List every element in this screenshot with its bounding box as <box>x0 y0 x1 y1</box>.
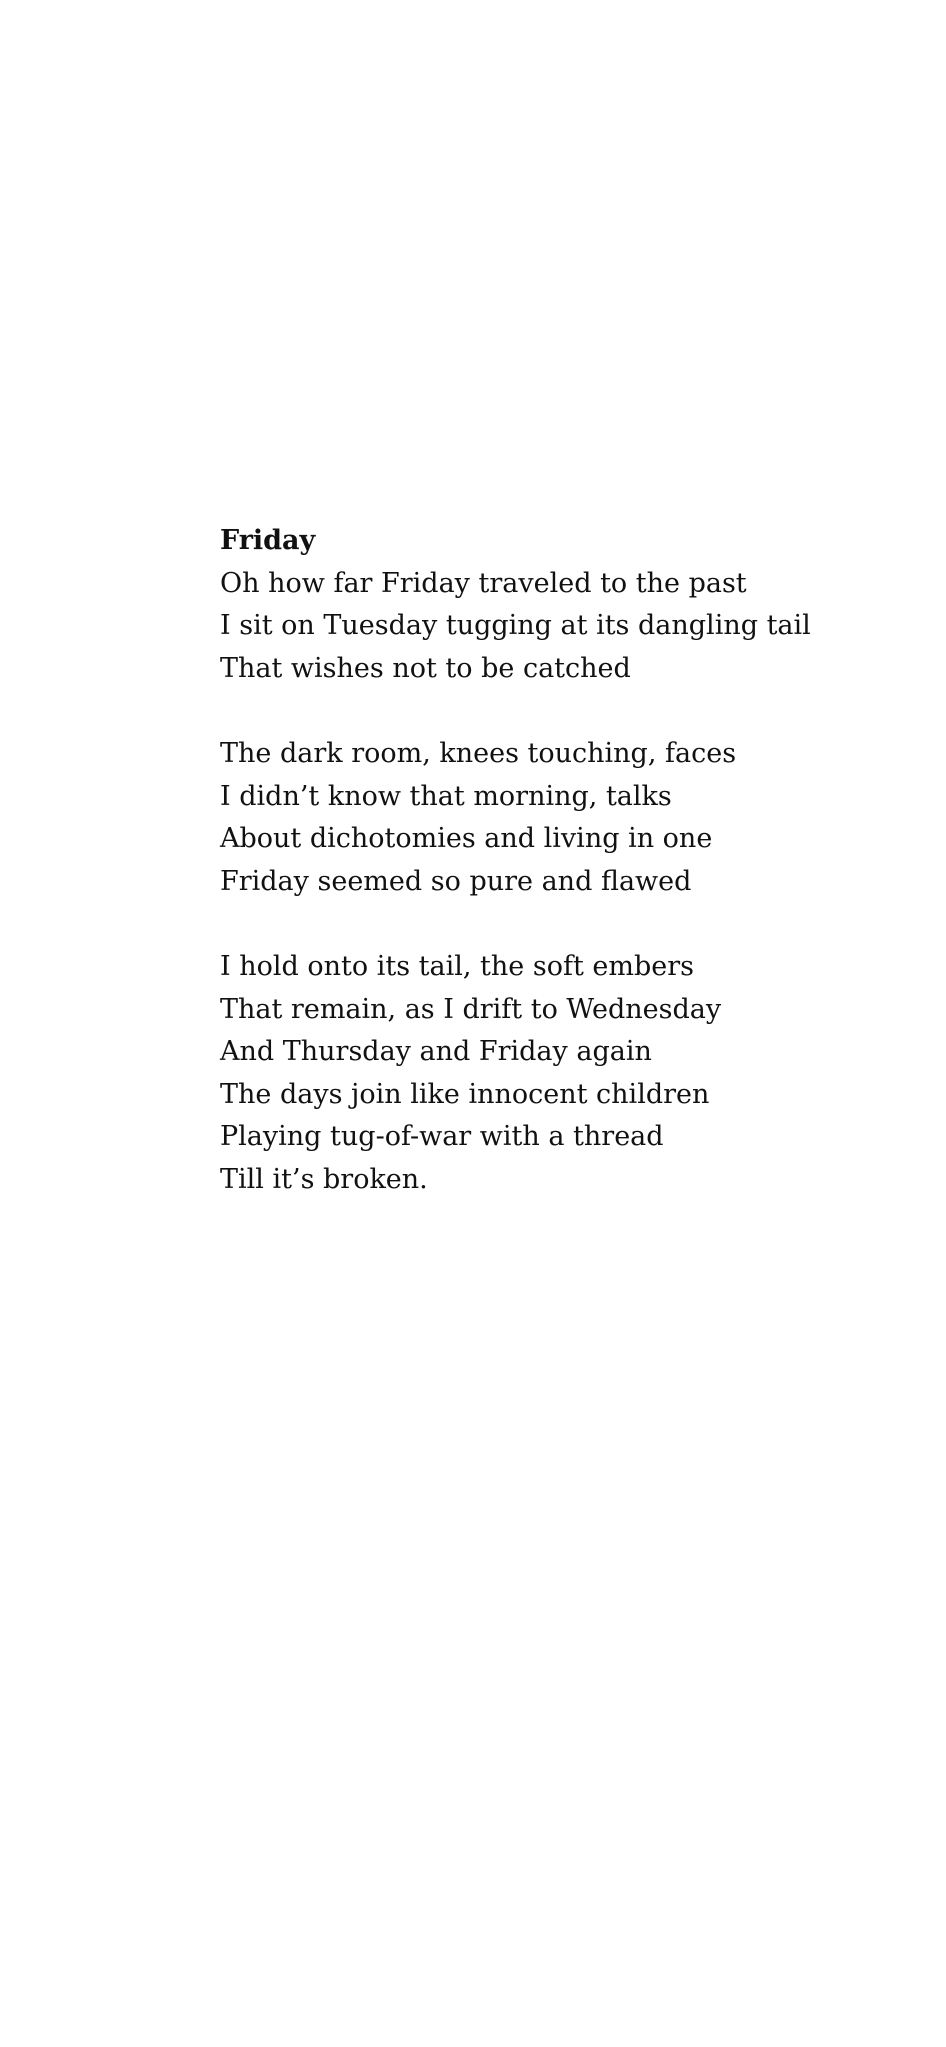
stanza-2 <box>220 733 900 903</box>
poem-title: Friday <box>220 525 316 556</box>
poem-line: And Thursday and Friday again <box>220 1036 652 1068</box>
poem-line: Playing tug-of-war with a thread <box>220 1121 664 1153</box>
poem-line: That remain, as I drift to Wednesday <box>220 993 722 1025</box>
poem-line: I didn’t know that morning, talks <box>220 780 672 812</box>
poem-line: The days join like innocent children <box>220 1078 710 1110</box>
poem-line: Oh how far Friday traveled to the past <box>220 567 747 599</box>
stanza-3 <box>220 946 900 1202</box>
poem-line: I hold onto its tail, the soft embers <box>220 950 694 982</box>
poem-line: I sit on Tuesday tugging at its dangling tail <box>220 610 811 642</box>
stanza-1 <box>220 563 900 691</box>
poem-line: Till it’s broken. <box>220 1163 428 1195</box>
poem-line: Friday seemed so pure and flawed <box>220 865 692 897</box>
poem-line: About dichotomies and living in one <box>220 823 713 855</box>
poem <box>220 520 900 1202</box>
poem-line: The dark room, knees touching, faces <box>220 737 737 769</box>
poem-line: That wishes not to be catched <box>220 652 631 684</box>
